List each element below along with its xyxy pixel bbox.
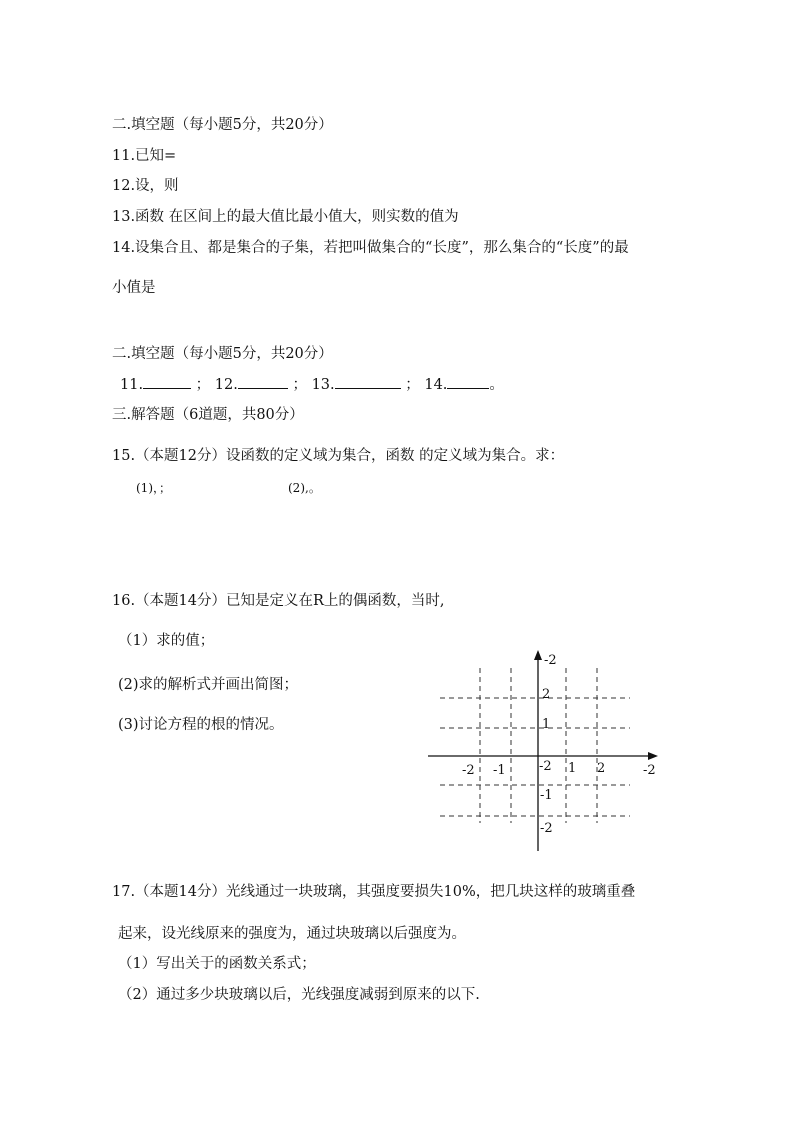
question-15-part2: (2),。	[288, 481, 321, 495]
answer-blanks-row	[120, 374, 504, 394]
question-14-line1: 14.设集合且、都是集合的子集，若把叫做集合的“长度”，那么集合的“长度”的最	[112, 240, 629, 256]
coordinate-grid-figure	[420, 648, 670, 858]
answer-12-label: 12.	[214, 377, 238, 393]
section-header-fill-blank: 二.填空题（每小题5分，共20分）	[112, 117, 333, 133]
answer-14-label: 14.	[424, 377, 448, 393]
y-tick-2: 2	[542, 687, 551, 702]
y-tick-1: 1	[542, 717, 551, 732]
answer-sep: ；	[195, 377, 211, 393]
question-17-part2: （2）通过多少块玻璃以后，光线强度减弱到原来的以下.	[118, 987, 480, 1003]
y-tick-neg2: -2	[540, 821, 553, 836]
question-16-part2: (2)求的解析式并画出简图；	[118, 677, 299, 693]
grid-dashed-lines	[440, 668, 630, 823]
answer-11-blank[interactable]	[143, 374, 191, 389]
section-header-answer-sheet: 二.填空题（每小题5分，共20分）	[112, 346, 333, 362]
y-axis-arrow-icon	[534, 650, 542, 660]
y-tick-neg1: -1	[540, 788, 553, 803]
x-tick-neg1: -1	[493, 763, 506, 778]
answer-13-blank[interactable]	[335, 374, 401, 389]
question-14-line2: 小值是	[112, 280, 156, 296]
section-header-solutions: 三.解答题（6道题，共80分）	[112, 407, 304, 423]
x-tick-2: 2	[597, 761, 606, 776]
answer-sep: ；	[292, 377, 307, 393]
question-15: 15.（本题12分）设函数的定义域为集合，函数 的定义域为集合。求：	[112, 448, 565, 464]
question-17-line2: 起来，设光线原来的强度为，通过块玻璃以后强度为。	[118, 926, 466, 942]
question-13: 13.函数 在区间上的最大值比最小值大，则实数的值为	[112, 209, 459, 225]
question-16-part1: （1）求的值；	[118, 633, 215, 649]
x-axis-right-label: -2	[643, 763, 656, 778]
question-12: 12.设，则	[112, 178, 179, 194]
answer-sep: ；	[405, 377, 420, 393]
question-11: 11.已知=	[112, 148, 177, 164]
question-16-part3: (3)讨论方程的根的情况。	[118, 717, 284, 733]
answer-14-blank[interactable]	[447, 374, 489, 389]
answer-end: 。	[489, 377, 504, 393]
origin-label: -2	[539, 759, 552, 774]
answer-11-label: 11.	[120, 377, 144, 393]
answer-12-blank[interactable]	[238, 374, 288, 389]
question-17-line1: 17.（本题14分）光线通过一块玻璃，其强度要损失10%，把几块这样的玻璃重叠	[112, 884, 636, 900]
question-15-part1: (1)，；	[136, 481, 171, 495]
x-axis-arrow-icon	[648, 752, 658, 760]
question-16: 16.（本题14分）已知是定义在R上的偶函数，当时,	[112, 593, 445, 609]
x-tick-neg2: -2	[462, 763, 475, 778]
question-17-part1: （1）写出关于的函数关系式；	[118, 956, 316, 972]
y-axis-top-label: -2	[544, 653, 557, 668]
answer-13-label: 13.	[311, 377, 335, 393]
x-tick-1: 1	[568, 761, 577, 776]
